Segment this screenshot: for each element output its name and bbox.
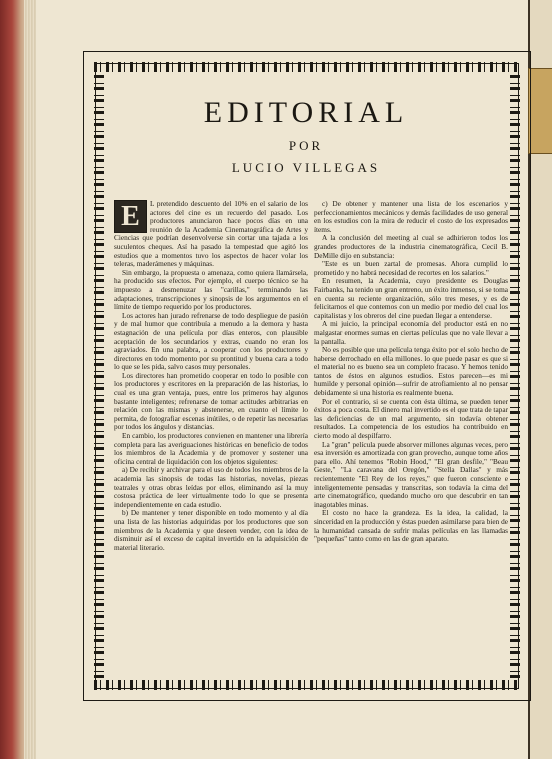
paragraph (114, 200, 308, 269)
paragraph: Sin embargo, la propuesta o amenaza, como quiera llamársela, ha producido sus efectos. Por ejemplo, el cuerpo técnico se ha impuesto a desmenuzar las "carillas," terminando las adaptaciones, transcripciones y sinopsis de los argumentos en el límite de tiempo requerido por los productores. (114, 267, 308, 312)
paragraph: Los actores han jurado refrenarse de todo despliegue de pasión y de mal humor que contribuía a menudo a la demora y hasta estagnación de una película por días enteros, con plausible aceptación de los secundarios y extras, cuando no eran los agraviados. En una palabra, a cooperar con los productores y directores en todo momento por su prontitud y buena cara a todo lo que se les pida, salvo casos muy personales. (114, 310, 308, 372)
paragraph-text: L pretendido descuento del 10% en el salario de los actores del cine es un recuerdo del pasado. Los productores anunciaron hace pocos días en una reunión de la Academia Cinematográfica de Artes y Ciencias que podrían desenvolverse sin cortar una tajada a los suculentos cheques. Así ha pasado la tempestad que agitó los estudios que a momentos tuvo los aspectos de hacer volar los teleras, maderámenes y máquinas. (114, 199, 308, 269)
paragraph: c) De obtener y mantener una lista de los escenarios y perfeccionamientos mecánicos y demás facilidades de uso general en los estudios con la mira de reducir el costo de los expresados ítems. (314, 199, 508, 234)
paragraph: En cambio, los productores convienen en mantener una librería completa para las averiguaciones históricas en beneficio de todos los miembros de la Academia y de promover y sostener una oficina central de liquidación con los objetos siguientes: (114, 431, 308, 466)
left-column (114, 200, 308, 552)
paragraph: a) De recibir y archivar para el uso de todos los miembros de la academia las sinopsis de todas las historias, novelas, piezas teatrales y otras obras leídas por ellos, eliminando así la muy costosa práctica de leer virtualmente todo lo que se presenta independientemente en cada estudio. (114, 465, 308, 509)
right-column (314, 200, 508, 544)
paragraph: b) De mantener y tener disponible en todo momento y al día una lista de las historias adquiridas por los productores que son miembros de la Academia y que deseen vender, con la idea de disminuir así el exceso de capital invertido en la adquisición de material literario. (114, 508, 308, 552)
article-author: LUCIO VILLEGAS (231, 160, 381, 175)
paragraph: Los directores han prometido cooperar en todo lo posible con los productores y escritores en la preparación de las historias, lo cual es una gran ventaja, pues, entre los primeros hay algunos bastante inteligentes; refrenarse de tomar actitudes arbitrarias en relación con las mismas y abstenerse, en cuanto el límite lo permita, de fotografiar escenas inútiles, o de repetir las necesarias por todos los ángulos y distancias. (114, 370, 308, 432)
paragraph: En resumen, la Academia, cuyo presidente es Douglas Fairbanks, ha tenido un gran entreno, un éxito inmenso, si se toma en cuenta su reciente organización, sólo tres meses, y es de felicitarnos el que contemos con un medio por medio del cual los capitalistas y los obreros del cine puedan llegar a entenderse. (314, 276, 508, 320)
paragraph: Por el contrario, si se cuenta con ésta última, se pueden tener éxitos a poca costa. El dinero mal invertido es el que trata de tapar las deficiencias de un mal argumento, sin todavía obtener resultados. La competencia de los estudios ha contribuido en cierto modo al despilfarro. (314, 396, 508, 441)
drop-cap: E (114, 200, 147, 233)
byline-por: POR (288, 138, 324, 153)
paragraph: A la conclusión del meeting al cual se adhirieron todos los grandes productores de la industria cinematográfica, Cecil B. DeMille dijo en substancia: (314, 233, 508, 260)
paragraph: No es posible que una película tenga éxito por el solo hecho de haberse derrochado en ella millones. lo que puede pasar es que si el material no es bueno sea un completo fracaso. Y hemos tenido tantos de éstos en algunos estudios. Estos parecen—es mi humilde y personal opinión—sufrir de atrofiamiento al no pensar debidamente si una historia es realmente buena. (314, 345, 508, 398)
paragraph: "Este es un buen zartal de promesas. Ahora cumplid lo prometido y no habrá necesidad de recortes en los salarios." (314, 259, 508, 277)
facing-page-tab (528, 68, 552, 154)
paragraph: El costo no hace la grandeza. Es la idea, la calidad, la sinceridad en la producción y éstas pueden asimilarse para bien de la humanidad cansada de sufrir malas películas en las llamadas "pequeñas" tanto como en las de gran aparato. (314, 508, 508, 544)
article-title: EDITORIAL (203, 96, 409, 129)
paragraph: La "gran" película puede absorver millones algunas veces, pero esa inversión es amortizada con gran provecho, aunque tome años para ello. Ahí tenemos "Robin Hood," "El gran desfile," "Beau Geste," "La caravana del Oregón," "Stella Dallas" y más recientemente "El Rey de los reyes," que fueron consciente e inteligentemente pensadas y transcritas, son todavía la cima del arte cinematográfico, quedando mucho oro que descubrir en tan inagotables minas. (314, 439, 508, 509)
paragraph: A mi juicio, la principal economía del productor está en no malgastar enormes sumas en ciertas películas que no vale llevar a la pantalla. (314, 319, 508, 346)
